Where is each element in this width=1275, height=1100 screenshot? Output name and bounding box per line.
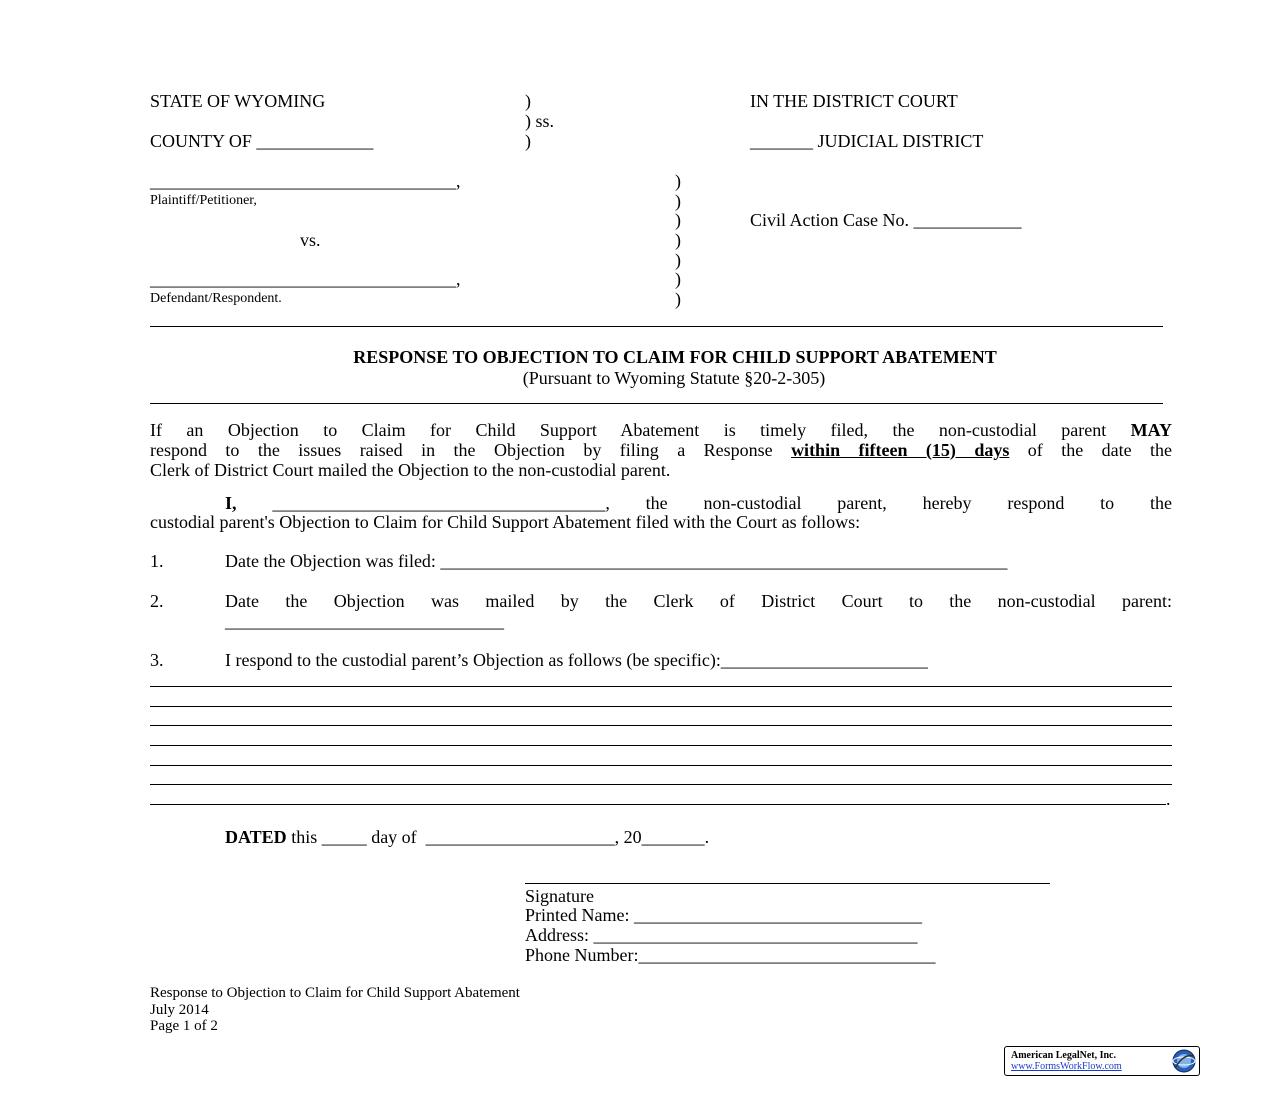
item-number: 3. bbox=[150, 650, 164, 670]
caption-paren: ) bbox=[675, 289, 681, 309]
dated-line: DATED this _____ day of _____________________, 20_______. bbox=[225, 827, 710, 847]
item-filed-date: Date the Objection was filed: _______________________________________________________________ bbox=[225, 551, 1008, 571]
document-subtitle: (Pursuant to Wyoming Statute §20-2-305) bbox=[522, 368, 826, 388]
item-mailed-blank: _______________________________ bbox=[225, 611, 504, 631]
defendant-line: __________________________________, bbox=[150, 269, 461, 289]
footer-page: Page 1 of 2 bbox=[150, 1018, 218, 1034]
item-number: 1. bbox=[150, 551, 164, 571]
caption-ss: ) ss. bbox=[525, 111, 555, 131]
response-period: . bbox=[1166, 789, 1171, 809]
plaintiff-label: Plaintiff/Petitioner, bbox=[150, 193, 257, 208]
caption-paren: ) bbox=[675, 171, 681, 191]
caption-paren: ) bbox=[675, 269, 681, 289]
case-number: Civil Action Case No. ____________ bbox=[750, 210, 1022, 230]
signature-line bbox=[525, 883, 1050, 884]
caption-paren: ) bbox=[675, 191, 681, 211]
logo-name: American LegalNet, Inc. bbox=[1011, 1050, 1116, 1061]
printed-name-field: Printed Name: ________________________________ bbox=[525, 905, 922, 925]
document-title: RESPONSE TO OBJECTION TO CLAIM FOR CHILD SUPPORT ABATEMENT bbox=[353, 347, 997, 367]
caption-state: STATE OF WYOMING bbox=[150, 91, 326, 111]
caption-paren: ) bbox=[675, 230, 681, 250]
response-line bbox=[150, 804, 1166, 805]
response-line bbox=[150, 765, 1172, 766]
vs-label: vs. bbox=[300, 230, 321, 250]
statement-line: custodial parent's Objection to Claim for Child Support Abatement filed with the Court as follows: bbox=[150, 512, 861, 532]
caption-paren: ) bbox=[525, 91, 531, 111]
caption-paren: ) bbox=[525, 131, 531, 151]
response-line bbox=[150, 784, 1172, 785]
response-line bbox=[150, 686, 1172, 687]
phone-field: Phone Number:_________________________________ bbox=[525, 945, 936, 965]
plaintiff-line: __________________________________, bbox=[150, 171, 461, 191]
response-line bbox=[150, 706, 1172, 707]
american-legalnet-logo[interactable] bbox=[1004, 1046, 1200, 1076]
caption-paren: ) bbox=[675, 250, 681, 270]
divider bbox=[150, 326, 1163, 327]
response-line bbox=[150, 725, 1172, 726]
footer-title: Response to Objection to Claim for Child Support Abatement bbox=[150, 985, 520, 1001]
item-response: I respond to the custodial parent’s Objection as follows (be specific):_______________________ bbox=[225, 650, 928, 670]
item-number: 2. bbox=[150, 591, 164, 611]
statement-line: I, _____________________________________, the non-custodial parent, hereby respond to the bbox=[225, 493, 1172, 513]
response-line bbox=[150, 745, 1172, 746]
intro-line: If an Objection to Claim for Child Support Abatement is timely filed, the non-custodial parent MAY bbox=[150, 420, 1172, 440]
divider bbox=[150, 403, 1163, 404]
signature-label: Signature bbox=[525, 886, 594, 906]
footer-date: July 2014 bbox=[150, 1002, 209, 1018]
logo-link[interactable]: www.FormsWorkFlow.com bbox=[1011, 1061, 1122, 1072]
intro-line: Clerk of District Court mailed the Objection to the non-custodial parent. bbox=[150, 460, 671, 480]
defendant-label: Defendant/Respondent. bbox=[150, 291, 282, 306]
caption-court: IN THE DISTRICT COURT bbox=[750, 91, 958, 111]
caption-paren: ) bbox=[675, 210, 681, 230]
globe-icon bbox=[1171, 1048, 1197, 1074]
intro-line: respond to the issues raised in the Objection by filing a Response within fifteen (15) days of the date the bbox=[150, 440, 1173, 460]
item-mailed-date: Date the Objection was mailed by the Clerk of District Court to the non-custodial parent: bbox=[225, 591, 1172, 611]
caption-district: _______ JUDICIAL DISTRICT bbox=[750, 131, 984, 151]
caption-county: COUNTY OF _____________ bbox=[150, 131, 374, 151]
address-field: Address: ____________________________________ bbox=[525, 925, 918, 945]
